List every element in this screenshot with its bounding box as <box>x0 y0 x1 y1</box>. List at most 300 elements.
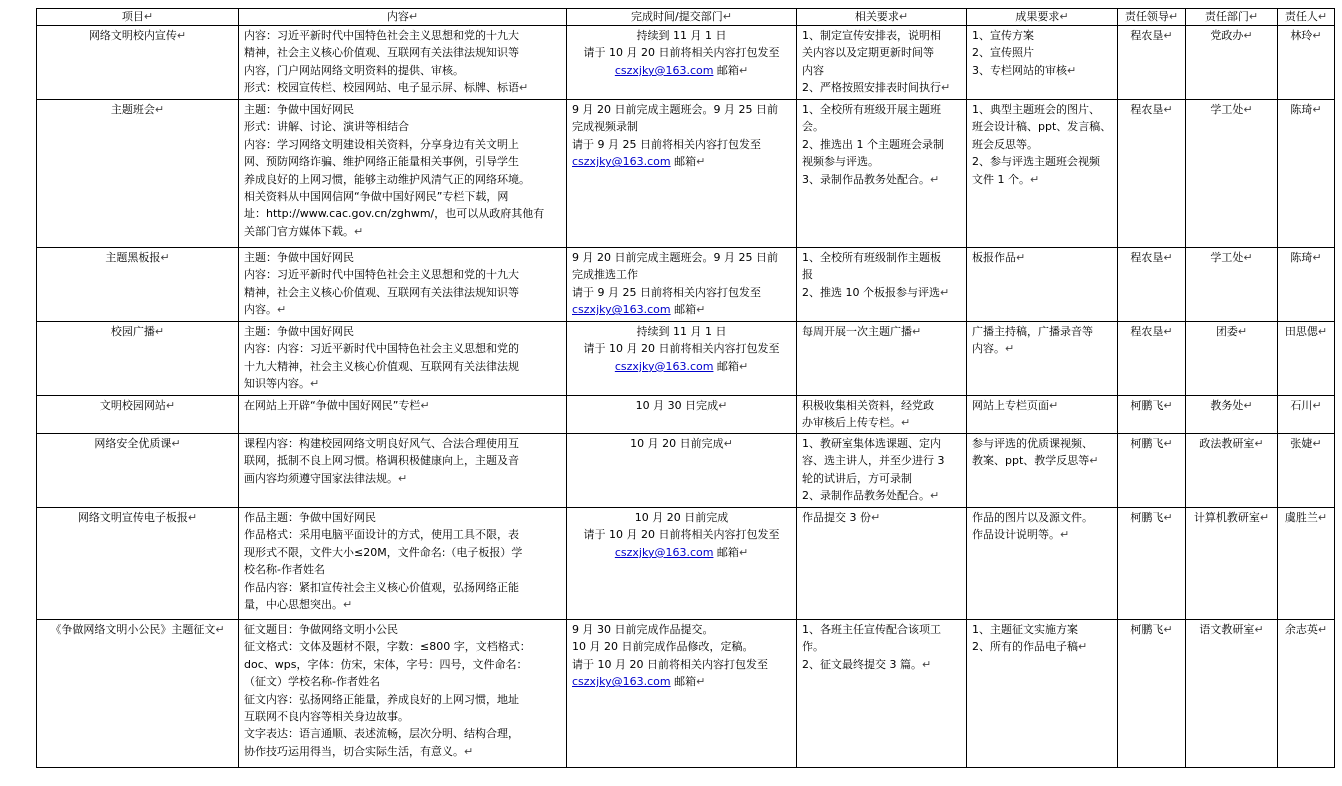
content-line <box>244 205 561 222</box>
leader-cell <box>1118 620 1186 768</box>
person-cell <box>1278 100 1335 248</box>
result-line <box>972 397 1112 414</box>
leader-name: 柯鹏飞 <box>1130 399 1164 412</box>
time-line <box>572 101 791 118</box>
paragraph-mark: ↵ <box>930 172 940 186</box>
paragraph-mark: ↵ <box>176 29 187 42</box>
content-line <box>244 153 561 170</box>
time-cell <box>567 434 797 508</box>
content-line-text: 知识等内容。 <box>244 377 310 391</box>
paragraph-mark: ↵ <box>1312 437 1322 450</box>
leader-cell <box>1118 508 1186 620</box>
requirement-line <box>802 638 961 655</box>
paragraph-mark: ↵ <box>154 103 165 116</box>
content-line <box>244 579 561 596</box>
person-cell <box>1278 322 1335 396</box>
requirement-line <box>802 44 961 61</box>
paragraph-mark: ↵ <box>901 416 911 430</box>
paragraph-mark: ↵ <box>1243 399 1253 412</box>
content-line <box>244 544 561 561</box>
paragraph-mark: ↵ <box>398 471 408 485</box>
result-line <box>972 249 1112 266</box>
content-line <box>244 301 561 318</box>
paragraph-mark: ↵ <box>696 303 706 317</box>
result-line-text: 3、专栏网站的审核 <box>972 63 1067 77</box>
paragraph-mark: ↵ <box>1312 399 1322 412</box>
content-line-text: 主题：争做中国好网民 <box>244 103 354 116</box>
paragraph-mark: ↵ <box>1016 251 1026 264</box>
email-suffix: 邮箱 <box>713 63 739 77</box>
requirement-line <box>802 62 961 79</box>
content-line <box>244 596 561 613</box>
time-line-text: 请于 10 月 20 日前将相关内容打包发至 <box>583 46 780 60</box>
department-name: 团委 <box>1215 325 1238 338</box>
requirement-line <box>802 27 961 44</box>
content-line-text: 作品主题：争做中国好网民 <box>244 511 376 524</box>
result-line <box>972 323 1112 340</box>
item-cell <box>37 508 239 620</box>
content-line <box>244 375 561 392</box>
time-cell <box>567 100 797 248</box>
leader-cell <box>1118 100 1186 248</box>
content-line <box>244 470 561 487</box>
content-line-text: 量，中心思想突出。 <box>244 598 343 612</box>
paragraph-mark: ↵ <box>1317 325 1328 338</box>
time-line <box>572 249 791 266</box>
content-line <box>244 171 561 188</box>
requirement-line <box>802 101 961 118</box>
content-cell <box>239 396 567 434</box>
item-cell <box>37 322 239 396</box>
content-line <box>244 44 561 61</box>
item-cell <box>37 248 239 322</box>
table-row <box>37 100 1335 248</box>
paragraph-mark: ↵ <box>1163 29 1173 42</box>
work-plan-table <box>36 8 1335 768</box>
person-cell <box>1278 396 1335 434</box>
time-line-text: 持续到 11 月 1 日 <box>636 325 727 338</box>
content-line-text: 精神，社会主义核心价值观、互联网有关法律法规知识等 <box>244 46 519 60</box>
requirement-line <box>802 435 961 452</box>
result-line <box>972 101 1112 118</box>
result-line <box>972 62 1112 79</box>
time-line <box>572 509 791 526</box>
paragraph-mark: ↵ <box>1312 29 1322 42</box>
paragraph-mark: ↵ <box>1312 103 1322 116</box>
table-row <box>37 508 1335 620</box>
header-time: 完成时间/提交部门↵ <box>567 9 797 26</box>
item-name: 网络安全优质课 <box>94 437 172 450</box>
time-line-text: 完成视频录制 <box>572 120 638 134</box>
header-person: 责任人↵ <box>1278 9 1335 26</box>
content-line <box>244 223 561 240</box>
content-line-text: 关部门官方媒体下载。 <box>244 224 354 238</box>
paragraph-mark: ↵ <box>696 675 706 689</box>
content-line <box>244 62 561 79</box>
email-link[interactable]: cszxjky@163.com <box>572 155 671 169</box>
requirement-line-text: 容、选主讲人，并至少进行 3 <box>802 454 945 468</box>
requirement-line <box>802 323 961 340</box>
content-line <box>244 691 561 708</box>
department-cell <box>1186 620 1278 768</box>
time-cell <box>567 322 797 396</box>
paragraph-mark: ↵ <box>871 511 881 524</box>
paragraph-mark: ↵ <box>187 511 198 524</box>
result-line-text: 2、所有的作品电子稿 <box>972 640 1078 654</box>
person-name: 林玲 <box>1290 29 1313 42</box>
result-line <box>972 509 1112 526</box>
content-line <box>244 509 561 526</box>
paragraph-mark: ↵ <box>1243 29 1253 42</box>
content-cell <box>239 100 567 248</box>
requirement-line <box>802 136 961 153</box>
department-cell <box>1186 100 1278 248</box>
item-name: 网络文明校内宣传 <box>88 29 177 42</box>
person-cell <box>1278 248 1335 322</box>
results-cell <box>967 508 1118 620</box>
content-line-text: 互联网不良内容等相关身边故事。 <box>244 710 409 724</box>
paragraph-mark: ↵ <box>154 325 165 338</box>
email-link[interactable]: cszxjky@163.com <box>614 359 714 373</box>
paragraph-mark: ↵ <box>1030 172 1040 186</box>
result-line <box>972 171 1112 188</box>
time-line <box>572 27 791 44</box>
requirement-line-text: 1、制定宣传安排表，说明相 <box>802 29 941 42</box>
requirements-cell <box>797 248 967 322</box>
time-line <box>572 435 791 452</box>
content-line-text: 形式：校园宣传栏、校园网站、电子显示屏、标牌、标语 <box>244 81 519 95</box>
result-line-text: 教案、ppt、教学反思等 <box>972 454 1090 468</box>
requirement-line-text: 1、教研室集体选课题、定内 <box>802 437 941 450</box>
requirement-line <box>802 171 961 188</box>
person-name: 虞胜兰 <box>1284 511 1318 524</box>
time-line-text: 持续到 11 月 1 日 <box>636 29 727 42</box>
time-line <box>572 284 791 301</box>
time-line-text: 请于 9 月 25 日前将相关内容打包发至 <box>572 137 761 151</box>
content-line-text: 精神，社会主义核心价值观、互联网有关法律法规知识等 <box>244 285 519 299</box>
content-line <box>244 358 561 375</box>
requirement-line-text: 2、推选 10 个板报参与评选 <box>802 285 940 299</box>
leader-cell <box>1118 322 1186 396</box>
email-line <box>572 153 791 170</box>
email-line <box>572 62 791 79</box>
paragraph-mark: ↵ <box>160 251 170 264</box>
person-name: 余志英 <box>1284 623 1318 636</box>
requirement-line-text: 2、严格按照安排表时间执行 <box>802 81 941 95</box>
paragraph-mark: ↵ <box>1312 251 1322 264</box>
content-line-text: 内容，门户网站网络文明资料的提供、审核。 <box>244 63 464 77</box>
requirement-line <box>802 284 961 301</box>
result-line-text: 2、宣传照片 <box>972 46 1034 60</box>
paragraph-mark: ↵ <box>1163 251 1173 264</box>
requirement-line <box>802 452 961 469</box>
requirements-cell <box>797 26 967 100</box>
email-line <box>572 673 791 690</box>
requirement-line-text: 作。 <box>802 640 824 654</box>
content-line <box>244 621 561 638</box>
result-line-text: 参与评选的优质课视频、 <box>972 437 1093 450</box>
time-line-text: 请于 10 月 20 日前将相关内容打包发至 <box>572 657 768 671</box>
leader-name: 程农垦 <box>1130 103 1164 116</box>
content-line <box>244 284 561 301</box>
content-line <box>244 673 561 690</box>
result-line-text: 班会设计稿、ppt、发言稿、 <box>972 120 1112 134</box>
content-cell <box>239 434 567 508</box>
time-line <box>572 621 791 638</box>
item-cell <box>37 620 239 768</box>
department-name: 政法教研室 <box>1199 437 1255 450</box>
requirements-cell <box>797 100 967 248</box>
content-line <box>244 266 561 283</box>
content-line <box>244 743 561 760</box>
requirements-cell <box>797 396 967 434</box>
requirement-line-text: 2、推选出 1 个主题班会录制 <box>802 137 944 151</box>
person-name: 陈琦 <box>1290 103 1313 116</box>
email-link[interactable]: cszxjky@163.com <box>572 675 671 689</box>
result-line-text: 文件 1 个。 <box>972 172 1030 186</box>
content-line-text: 文字表达：语言通顺、表述流畅，层次分明、结构合理， <box>244 727 519 741</box>
paragraph-mark: ↵ <box>738 545 749 559</box>
paragraph-mark: ↵ <box>912 325 922 338</box>
department-name: 学工处 <box>1210 103 1244 116</box>
person-cell <box>1278 508 1335 620</box>
email-suffix: 邮箱 <box>670 303 697 317</box>
result-line-text: 作品设计说明等。 <box>972 528 1060 542</box>
content-line-text: 网、预防网络诈骗、维护网络正能量相关事例，引导学生 <box>244 155 519 169</box>
item-name: 《争做网络文明小公民》主题征文 <box>50 623 216 636</box>
requirement-line-text: 1、各班主任宣传配合该项工 <box>802 623 941 636</box>
content-line <box>244 340 561 357</box>
content-cell <box>239 620 567 768</box>
content-line <box>244 725 561 742</box>
requirement-line-text: 1、全校所有班级开展主题班 <box>802 103 941 116</box>
header-row <box>37 9 1335 26</box>
email-link[interactable]: cszxjky@163.com <box>572 303 671 317</box>
content-line-text: 主题：争做中国好网民 <box>244 325 354 338</box>
paragraph-mark: ↵ <box>519 81 529 95</box>
leader-cell <box>1118 248 1186 322</box>
department-name: 学工处 <box>1210 251 1244 264</box>
leader-cell <box>1118 434 1186 508</box>
results-cell <box>967 396 1118 434</box>
requirement-line <box>802 470 961 487</box>
paragraph-mark: ↵ <box>718 399 728 412</box>
paragraph-mark: ↵ <box>343 598 353 612</box>
paragraph-mark: ↵ <box>1163 399 1173 412</box>
result-line-text: 内容。 <box>972 342 1005 356</box>
leader-cell <box>1118 396 1186 434</box>
item-name: 校园广播 <box>110 325 155 338</box>
requirement-line-text: 2、录制作品教务处配合。 <box>802 489 930 503</box>
content-cell <box>239 26 567 100</box>
time-line-text: 10 月 20 日前完成 <box>634 511 729 524</box>
requirement-line <box>802 487 961 504</box>
table-row <box>37 620 1335 768</box>
content-line-text: 养成良好的上网习惯，能够主动维护风清气正的网络环境。 <box>244 172 530 186</box>
content-line-text: 在网站上开辟“争做中国好网民”专栏 <box>244 399 421 412</box>
time-line-text: 10 月 20 日前完成 <box>630 437 724 450</box>
time-cell <box>567 26 797 100</box>
requirement-line-text: 办审核后上传专栏。 <box>802 416 901 430</box>
person-name: 田思偲 <box>1284 325 1318 338</box>
paragraph-mark: ↵ <box>696 155 706 169</box>
requirement-line-text: 作品提交 3 份 <box>802 511 871 524</box>
department-name: 党政办 <box>1210 29 1244 42</box>
time-line <box>572 526 791 543</box>
content-line <box>244 118 561 135</box>
content-line <box>244 136 561 153</box>
person-name: 陈琦 <box>1290 251 1313 264</box>
leader-name: 柯鹏飞 <box>1130 437 1164 450</box>
time-line-text: 9 月 30 日前完成作品提交。 <box>572 623 714 636</box>
paragraph-mark: ↵ <box>1163 103 1173 116</box>
person-cell <box>1278 434 1335 508</box>
header-content: 内容↵ <box>239 9 567 26</box>
requirement-line <box>802 621 961 638</box>
header-department: 责任部门↵ <box>1186 9 1278 26</box>
paragraph-mark: ↵ <box>420 399 430 412</box>
requirements-cell <box>797 508 967 620</box>
content-line-text: （征文）学校名称-作者姓名 <box>244 675 380 689</box>
leader-name: 柯鹏飞 <box>1130 511 1164 524</box>
department-name: 语文教研室 <box>1199 623 1255 636</box>
content-line-text: 内容：学习网络文明建设相关资料，分享身边有关文明上 <box>244 137 519 151</box>
item-name: 文明校园网站 <box>99 399 166 412</box>
content-cell <box>239 508 567 620</box>
email-line <box>572 358 791 375</box>
content-line-text: 课程内容：构建校园网络文明良好风气、合法合理使用互 <box>244 437 519 450</box>
requirement-line <box>802 249 961 266</box>
item-cell <box>37 26 239 100</box>
paragraph-mark: ↵ <box>1005 342 1015 356</box>
content-line-text: 现形式不限，文件大小≤20M，文件命名:（电子板报）学 <box>244 545 523 559</box>
paragraph-mark: ↵ <box>215 623 225 636</box>
paragraph-mark: ↵ <box>1317 511 1328 524</box>
requirements-cell <box>797 322 967 396</box>
table-row <box>37 396 1335 434</box>
requirement-line <box>802 509 961 526</box>
table-row <box>37 248 1335 322</box>
paragraph-mark: ↵ <box>1163 511 1173 524</box>
time-line <box>572 397 791 414</box>
content-line-text: 征文内容：弘扬网络正能量，养成良好的上网习惯，地址 <box>244 692 519 706</box>
department-cell <box>1186 508 1278 620</box>
requirement-line-text: 2、征文最终提交 3 篇。 <box>802 657 922 671</box>
requirement-line-text: 积极收集相关资料，经党政 <box>802 399 934 412</box>
paragraph-mark: ↵ <box>738 63 749 77</box>
result-line-text: 1、主题征文实施方案 <box>972 623 1078 636</box>
paragraph-mark: ↵ <box>1163 437 1173 450</box>
content-line <box>244 526 561 543</box>
content-line-text: 内容：内容：习近平新时代中国特色社会主义思想和党的 <box>244 342 519 356</box>
content-line <box>244 638 561 655</box>
content-line <box>244 452 561 469</box>
requirement-line-text: 视频参与评选。 <box>802 155 879 169</box>
paragraph-mark: ↵ <box>1078 640 1088 654</box>
item-cell <box>37 434 239 508</box>
content-line <box>244 101 561 118</box>
content-line <box>244 188 561 205</box>
email-link[interactable]: cszxjky@163.com <box>614 545 714 559</box>
requirement-line-text: 每周开展一次主题广播 <box>802 325 912 338</box>
paragraph-mark: ↵ <box>1060 528 1070 542</box>
content-line-text: 联网，抵制不良上网习惯。格调积极健康向上，主题及音 <box>244 454 519 468</box>
content-line <box>244 708 561 725</box>
requirement-line <box>802 79 961 96</box>
content-line-text: 征文题目：争做网络文明小公民 <box>244 623 398 636</box>
paragraph-mark: ↵ <box>1259 511 1270 524</box>
content-line-text: doc、wps，字体：仿宋，宋体，字号：四号，文件命名： <box>244 657 528 671</box>
requirement-line-text: 关内容以及定期更新时间等 <box>802 46 934 60</box>
leader-cell <box>1118 26 1186 100</box>
result-line-text: 1、典型主题班会的图片、 <box>972 103 1100 116</box>
results-cell <box>967 26 1118 100</box>
content-line-text: 十九大精神，社会主义核心价值观、互联网有关法律法规 <box>244 359 519 373</box>
content-line <box>244 561 561 578</box>
content-line <box>244 656 561 673</box>
paragraph-mark: ↵ <box>1243 251 1253 264</box>
content-line <box>244 79 561 96</box>
paragraph-mark: ↵ <box>165 399 176 412</box>
results-cell <box>967 434 1118 508</box>
requirement-line <box>802 153 961 170</box>
content-line <box>244 249 561 266</box>
time-line <box>572 118 791 135</box>
result-line-text: 班会反思等。 <box>972 137 1038 151</box>
content-line-text: 作品格式：采用电脑平面设计的方式，使用工具不限，表 <box>244 528 519 542</box>
content-cell <box>239 248 567 322</box>
time-line-text: 请于 10 月 20 日前将相关内容打包发至 <box>583 342 780 356</box>
requirement-line-text: 内容 <box>802 63 824 77</box>
header-item: 项目↵ <box>37 9 239 26</box>
department-name: 教务处 <box>1210 399 1244 412</box>
paragraph-mark: ↵ <box>1163 623 1173 636</box>
item-name: 主题黑板报 <box>105 251 161 264</box>
result-line-text: 作品的图片以及源文件。 <box>972 511 1093 524</box>
paragraph-mark: ↵ <box>464 744 474 758</box>
time-cell <box>567 620 797 768</box>
requirement-line <box>802 397 961 414</box>
requirements-cell <box>797 434 967 508</box>
requirements-cell <box>797 620 967 768</box>
content-line-text: 主题：争做中国好网民 <box>244 251 354 264</box>
paragraph-mark: ↵ <box>1254 623 1264 636</box>
result-line-text: 板报作品 <box>972 251 1016 264</box>
person-name: 张婕 <box>1290 437 1313 450</box>
email-link[interactable]: cszxjky@163.com <box>614 63 714 77</box>
email-suffix: 邮箱 <box>670 155 697 169</box>
paragraph-mark: ↵ <box>738 359 749 373</box>
email-suffix: 邮箱 <box>670 675 697 689</box>
content-line <box>244 323 561 340</box>
results-cell <box>967 322 1118 396</box>
paragraph-mark: ↵ <box>940 285 950 299</box>
content-line <box>244 435 561 452</box>
results-cell <box>967 248 1118 322</box>
result-line <box>972 452 1112 469</box>
time-line-text: 完成推选工作 <box>572 268 638 282</box>
paragraph-mark: ↵ <box>171 437 181 450</box>
time-line <box>572 656 791 673</box>
item-name: 网络文明宣传电子板报 <box>77 511 188 524</box>
time-line-text: 9 月 20 日前完成主题班会。9 月 25 日前 <box>572 103 778 116</box>
time-line <box>572 323 791 340</box>
paragraph-mark: ↵ <box>922 657 932 671</box>
results-cell <box>967 620 1118 768</box>
item-cell <box>37 396 239 434</box>
email-suffix: 邮箱 <box>713 359 739 373</box>
department-cell <box>1186 248 1278 322</box>
